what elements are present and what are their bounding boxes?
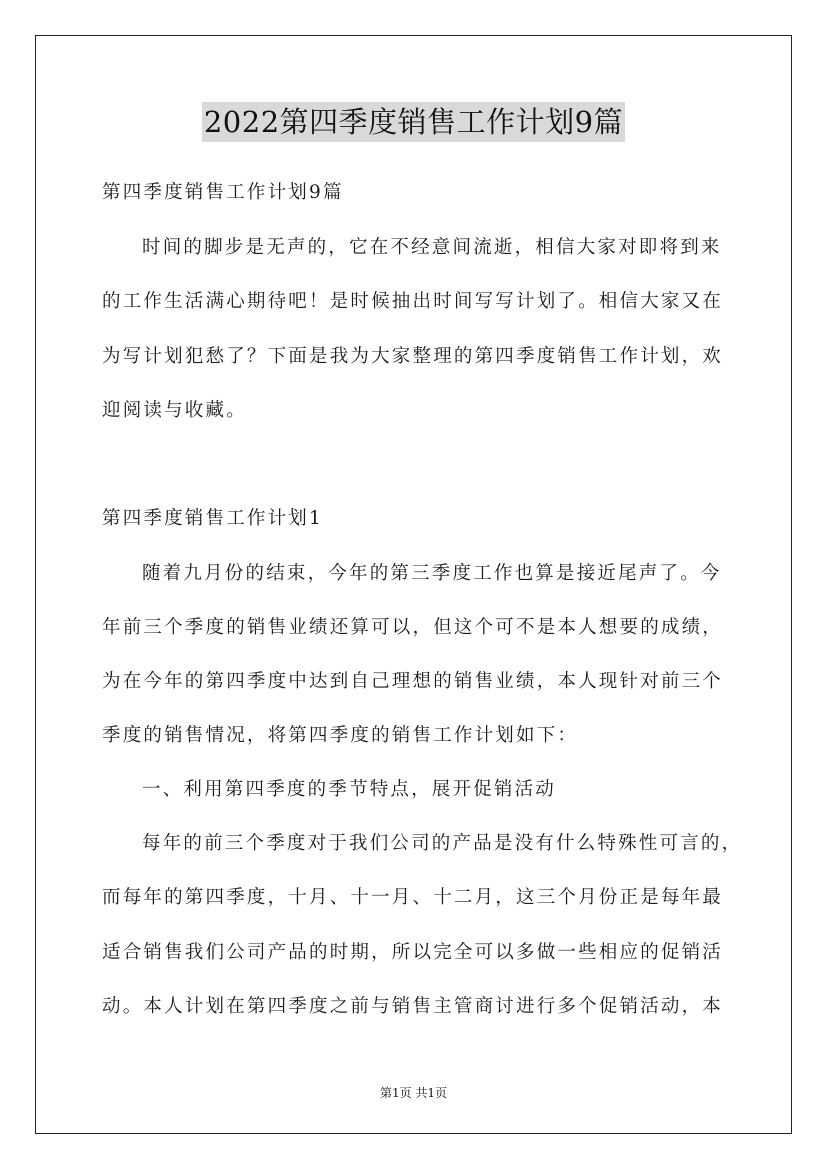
paragraph-line: 随着九月份的结束，今年的第三季度工作也算是接近尾声了。今 [142, 563, 722, 584]
doc-subtitle: 第四季度销售工作计划9篇 [102, 182, 344, 203]
intro-line: 为写计划犯愁了？下面是我为大家整理的第四季度销售工作计划，欢 [102, 346, 724, 367]
page-footer: 第1页 共1页 [379, 1086, 448, 1100]
paragraph-line: 动。本人计划在第四季度之前与销售主管商讨进行多个促销活动，本 [102, 996, 724, 1017]
point-heading: 一、利用第四季度的季节特点，展开促销活动 [142, 779, 557, 800]
paragraph-line: 季度的销售情况，将第四季度的销售工作计划如下： [102, 725, 579, 746]
document-title: 2022第四季度销售工作计划9篇 [202, 102, 625, 142]
intro-line: 迎阅读与收藏。 [102, 400, 247, 421]
section-heading: 第四季度销售工作计划1 [102, 508, 323, 529]
intro-line: 时间的脚步是无声的，它在不经意间流逝，相信大家对即将到来 [142, 237, 722, 258]
title-wrap [0, 102, 827, 142]
paragraph-line: 适合销售我们公司产品的时期，所以完全可以多做一些相应的促销活 [102, 942, 724, 963]
paragraph-line: 为在今年的第四季度中达到自己理想的销售业绩，本人现针对前三个 [102, 671, 724, 692]
intro-line: 的工作生活满心期待吧！是时候抽出时间写写计划了。相信大家又在 [102, 291, 724, 312]
paragraph-line: 而每年的第四季度，十月、十一月、十二月，这三个月份正是每年最 [102, 887, 724, 908]
paragraph-line: 每年的前三个季度对于我们公司的产品是没有什么特殊性可言的， [142, 833, 743, 854]
paragraph-line: 年前三个季度的销售业绩还算可以，但这个可不是本人想要的成绩， [102, 617, 724, 638]
